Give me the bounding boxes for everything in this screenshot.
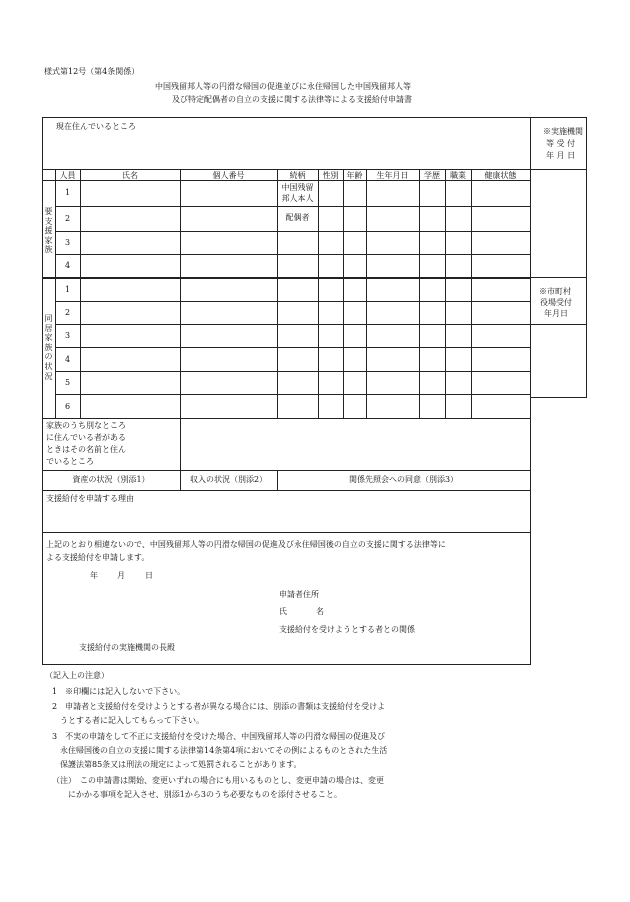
separate-family-line-3: ときはその名前と住ん — [46, 445, 126, 454]
date-month: 月 — [117, 571, 125, 580]
applicant-name-label-1: 氏 — [279, 607, 287, 616]
g2-row-num: 5 — [64, 378, 71, 387]
g1-row-num: 3 — [64, 238, 71, 247]
note-line: うとする者に記入してもらって下さい。 — [52, 716, 204, 725]
header-age: 年齢 — [346, 171, 363, 180]
header-job: 職業 — [450, 171, 466, 180]
separate-family-line-4: でいるところ — [46, 457, 94, 466]
header-dob: 生年月日 — [376, 171, 409, 180]
note-line: にかかる事項を記入させ、別添1から3のうち必要なものを添付させること。 — [52, 790, 342, 799]
agency-stamp-line-2: 等 受 付 — [546, 139, 576, 148]
g2-row-num: 2 — [64, 308, 71, 317]
relationship-label: 支援給付を受けようとする者との関係 — [279, 625, 415, 634]
assets-label: 資産の状況（別添1） — [72, 475, 150, 484]
note-line: 2 申請者と支援給付を受けようとする者が異なる場合には、別添の書類は支援給付を受けよ — [52, 702, 386, 711]
header-relation: 続柄 — [289, 171, 306, 180]
title-line-2: 及び特定配偶者の自立の支援に関する法律等による支援給付申請書 — [172, 95, 412, 104]
header-sex: 性別 — [322, 171, 339, 180]
city-stamp-line-1: ※市町村 — [539, 287, 571, 296]
agency-stamp-line-3: 年 月 日 — [546, 151, 576, 160]
header-health: 健康状態 — [484, 171, 517, 180]
applicant-name-label-2: 名 — [316, 607, 324, 616]
notes-title: （記入上の注意） — [45, 671, 109, 680]
g2-row-num: 1 — [64, 285, 71, 294]
note-line: 1 ※印欄には記入しないで下さい。 — [52, 687, 186, 696]
date-day: 日 — [145, 571, 153, 580]
note-line: （注） この申請書は開始、変更いずれの場合にも用いるものとし、変更申請の場合は、変更 — [52, 776, 384, 785]
g1-row-num: 4 — [64, 261, 71, 270]
separate-family-line-2: に住んでいる者がある — [46, 433, 126, 442]
group1-label: 要支援家族 — [44, 207, 53, 255]
applicant-address-label: 申請者住所 — [279, 590, 319, 599]
consent-label: 関係先照会への同意（別添3） — [348, 475, 459, 484]
separate-family-line-1: 家族のうち別なところ — [46, 421, 126, 430]
note-line: 保護法第85条又は刑法の規定によって処罰されることがあります。 — [52, 760, 302, 769]
declaration-line-2: よる支援給付を申請します。 — [46, 553, 150, 562]
date-year: 年 — [90, 571, 98, 580]
header-num: 人員 — [59, 171, 76, 180]
agency-stamp-line-1: ※実施機関 — [543, 127, 583, 136]
header-id: 個人番号 — [212, 171, 245, 180]
note-line: 3 不実の申請をして不正に支援給付を受けた場合、中国残留邦人等の円滑な帰国の促進及び — [52, 732, 386, 741]
g1-row-num: 1 — [64, 188, 71, 197]
g2-row-num: 4 — [64, 355, 71, 364]
current-address-label: 現在住んでいるところ — [56, 122, 136, 131]
income-label: 収入の状況（別添2） — [189, 475, 268, 484]
addressee: 支援給付の実施機関の長殿 — [79, 643, 175, 652]
relation-row2: 配偶者 — [285, 213, 310, 222]
header-edu: 学歴 — [424, 171, 440, 180]
header-name: 氏名 — [122, 171, 138, 180]
g1-row-num: 2 — [64, 214, 71, 223]
form-number: 様式第12号（第4条関係） — [44, 67, 140, 76]
group2-label: 同居家族の状況 — [44, 314, 53, 381]
relation-row1-line2: 邦人本人 — [281, 194, 314, 203]
title-line-1: 中国残留邦人等の円滑な帰国の促進並びに永住帰国した中国残留邦人等 — [155, 82, 411, 91]
note-line: 永住帰国後の自立の支援に関する法律第14条第4項においてその例によるものとされた生活 — [52, 746, 388, 755]
reason-label: 支援給付を申請する理由 — [46, 494, 134, 503]
declaration-line-1: 上記のとおり相違ないので、中国残留邦人等の円滑な帰国の促進及び永住帰国後の自立の支援に関する法律等に — [46, 540, 446, 549]
g2-row-num: 3 — [64, 331, 71, 340]
relation-row1-line1: 中国残留 — [281, 183, 314, 192]
g2-row-num: 6 — [64, 402, 71, 411]
city-stamp-line-3: 年月日 — [544, 309, 568, 318]
city-stamp-line-2: 役場受付 — [540, 298, 572, 307]
